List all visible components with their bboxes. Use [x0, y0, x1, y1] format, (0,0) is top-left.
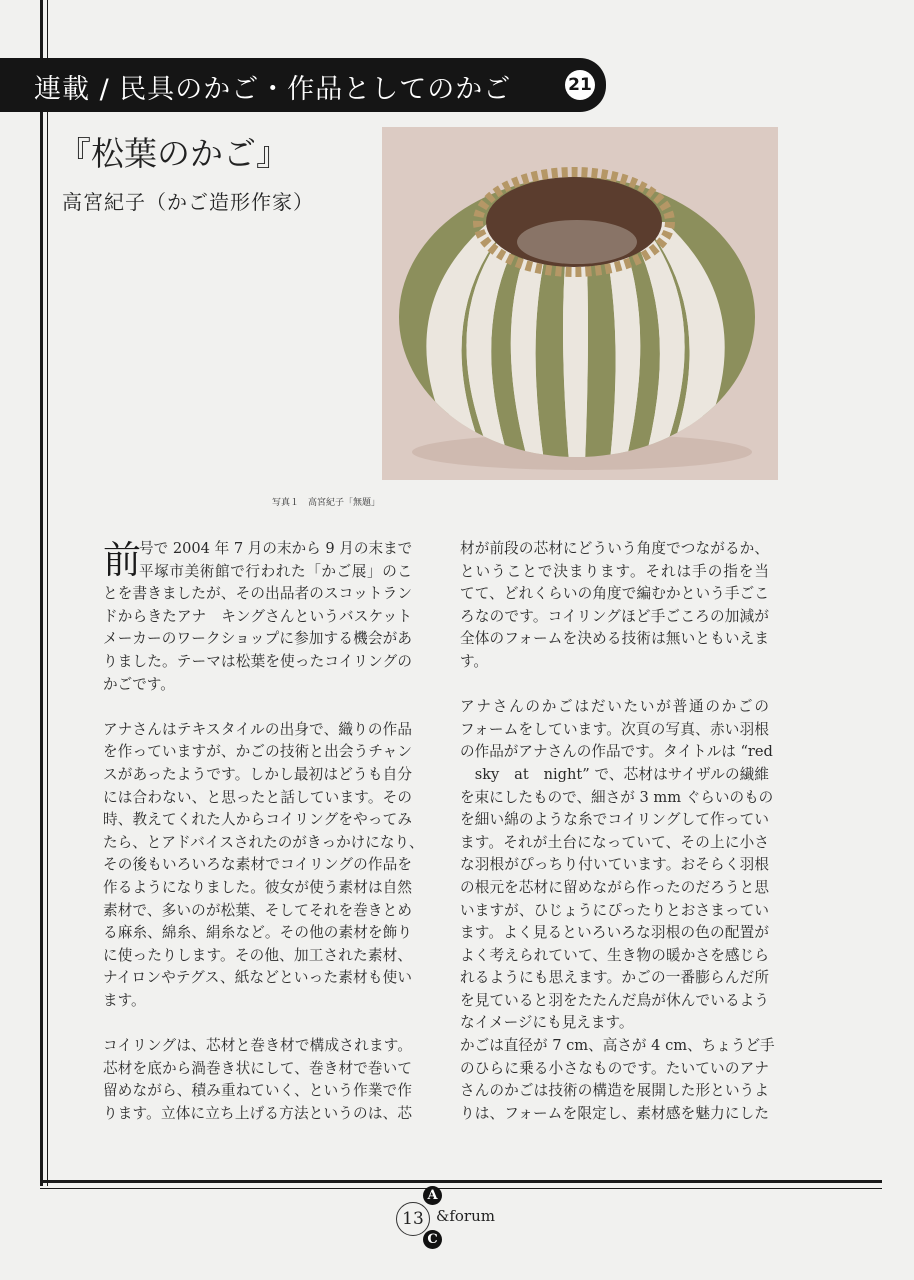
text-line: ということで決まります。それは手の指を当	[460, 562, 769, 580]
text-line: す。	[460, 652, 489, 670]
text-line: 時、教えてくれた人からコイリングをやってみ	[103, 811, 412, 829]
text-line: を作っていますが、かごの技術と出会うチャン	[103, 743, 412, 761]
text-line: ろなのです。コイリングほど手ごころの加減が	[460, 607, 769, 625]
left-rule-thin	[47, 0, 48, 1186]
text-line: を見ていると羽をたたんだ鳥が休んでいるよう	[460, 991, 769, 1009]
text-line: かごです。	[103, 675, 175, 693]
text-line: かごは直径が 7 cm、高さが 4 cm、ちょうど手	[460, 1037, 775, 1055]
text-line: には合わない、と思ったと話しています。その	[103, 788, 412, 806]
text-line: のひらに乗る小さなものです。たいていのアナ	[460, 1059, 769, 1077]
text-line: 全体のフォームを決める技術は無いともいえま	[460, 630, 769, 648]
text-line: sky at night” で、芯材はサイザルの繊維	[460, 765, 769, 783]
text-line	[460, 674, 769, 697]
article-author: 高宮紀子（かご造形作家）	[62, 190, 314, 214]
left-text-column	[103, 538, 424, 1125]
text-line: 平塚市美術館で行われた「かご展」のこ	[139, 562, 412, 580]
text-line: ます。それが土台になっていて、その上に小さ	[460, 833, 769, 851]
text-line: なイメージにも見えます。	[460, 1014, 634, 1032]
text-line: れるようにも思えます。かごの一番膨らんだ所	[460, 969, 769, 987]
text-line: ドからきたアナ キングさんというバスケット	[103, 607, 412, 625]
text-line: 材が前段の芯材にどういう角度でつながるか、	[460, 540, 769, 557]
logo-forum-text: &forum	[436, 1207, 495, 1225]
text-line: ます。よく見るといろいろな羽根の色の配置が	[460, 924, 769, 942]
text-line: ます。	[103, 991, 146, 1009]
series-banner	[0, 58, 606, 112]
text-line: よく考えられていて、生き物の暖かさを感じら	[460, 946, 769, 964]
text-line	[103, 1012, 412, 1035]
series-title: 連載 / 民具のかご・作品としてのかご	[34, 74, 512, 105]
text-line: る麻糸、綿糸、絹糸など。その他の素材を飾り	[103, 924, 412, 942]
text-line: の作品がアナさんの作品です。タイトルは “red	[460, 743, 773, 761]
drop-cap: 前	[103, 538, 142, 582]
text-line: ります。立体に立ち上げる方法というのは、芯	[103, 1104, 412, 1122]
text-line: を束にしたもので、細さが 3 mm ぐらいのもの	[460, 788, 774, 806]
text-line	[103, 696, 412, 719]
text-line: りは、フォームを限定し、素材感を魅力にした	[460, 1104, 769, 1122]
ac-forum-logo	[396, 1180, 516, 1250]
text-line: てて、どれくらいの角度で編むかという手ごこ	[460, 585, 769, 603]
logo-c-disk: C	[423, 1230, 442, 1249]
text-line: 作るようになりました。彼女が使う素材は自然	[103, 878, 412, 896]
text-line: いますが、ひじょうにぴったりとおさまってい	[460, 901, 769, 919]
text-line: に使ったりします。その他、加工された素材、	[103, 946, 412, 964]
text-line: な羽根がぴっちり付いています。おそらく羽根	[460, 856, 769, 874]
text-line: スがあったようです。しかし最初はどうも自分	[103, 765, 412, 783]
page-number: 13	[396, 1202, 430, 1236]
text-line: を細い綿のような糸でコイリングして作ってい	[460, 811, 769, 829]
text-line: とを書きましたが、その出品者のスコットラン	[103, 585, 412, 603]
text-line: 素材で、多いのが松葉、そしてそれを巻きとめ	[103, 901, 412, 919]
text-line: アナさんはテキスタイルの出身で、織りの作品	[103, 720, 412, 738]
text-line: 芯材を底から渦巻き状にして、巻き材で巻いて	[103, 1059, 412, 1077]
text-line: フォームをしています。次頁の写真、赤い羽根	[460, 720, 769, 738]
text-line: その後もいろいろな素材でコイリングの作品を	[103, 856, 412, 874]
photo-caption: 写真１ 高宮紀子「無題」	[272, 498, 381, 508]
text-line: の根元を芯材に留めながら作ったのだろうと思	[460, 878, 769, 896]
right-text-column	[460, 538, 775, 1125]
text-line: コイリングは、芯材と巻き材で構成されます。	[103, 1037, 412, 1055]
left-rule-thick	[40, 0, 43, 1186]
text-line: 留めながら、積み重ねていく、という作業で作	[103, 1082, 412, 1100]
text-line: アナさんのかごはだいたいが普通のかごの	[460, 698, 769, 716]
text-line: 号で 2004 年 7 月の末から 9 月の末まで	[139, 540, 413, 557]
text-line: たら、とアドバイスされたのがきっかけになり、	[103, 833, 424, 851]
basket-photo	[382, 127, 778, 480]
text-line: ナイロンやテグス、紙などといった素材も使い	[103, 969, 412, 987]
text-line: メーカーのワークショップに参加する機会があ	[103, 630, 412, 648]
text-line: さんのかごは技術の構造を展開した形というよ	[460, 1082, 769, 1100]
series-number-badge: 21	[565, 70, 595, 100]
logo-a-disk: A	[423, 1186, 442, 1205]
article-title: 『松葉のかご』	[58, 134, 289, 173]
pine-needle-basket-image	[382, 127, 778, 480]
text-line: りました。テーマは松葉を使ったコイリングの	[103, 652, 412, 670]
